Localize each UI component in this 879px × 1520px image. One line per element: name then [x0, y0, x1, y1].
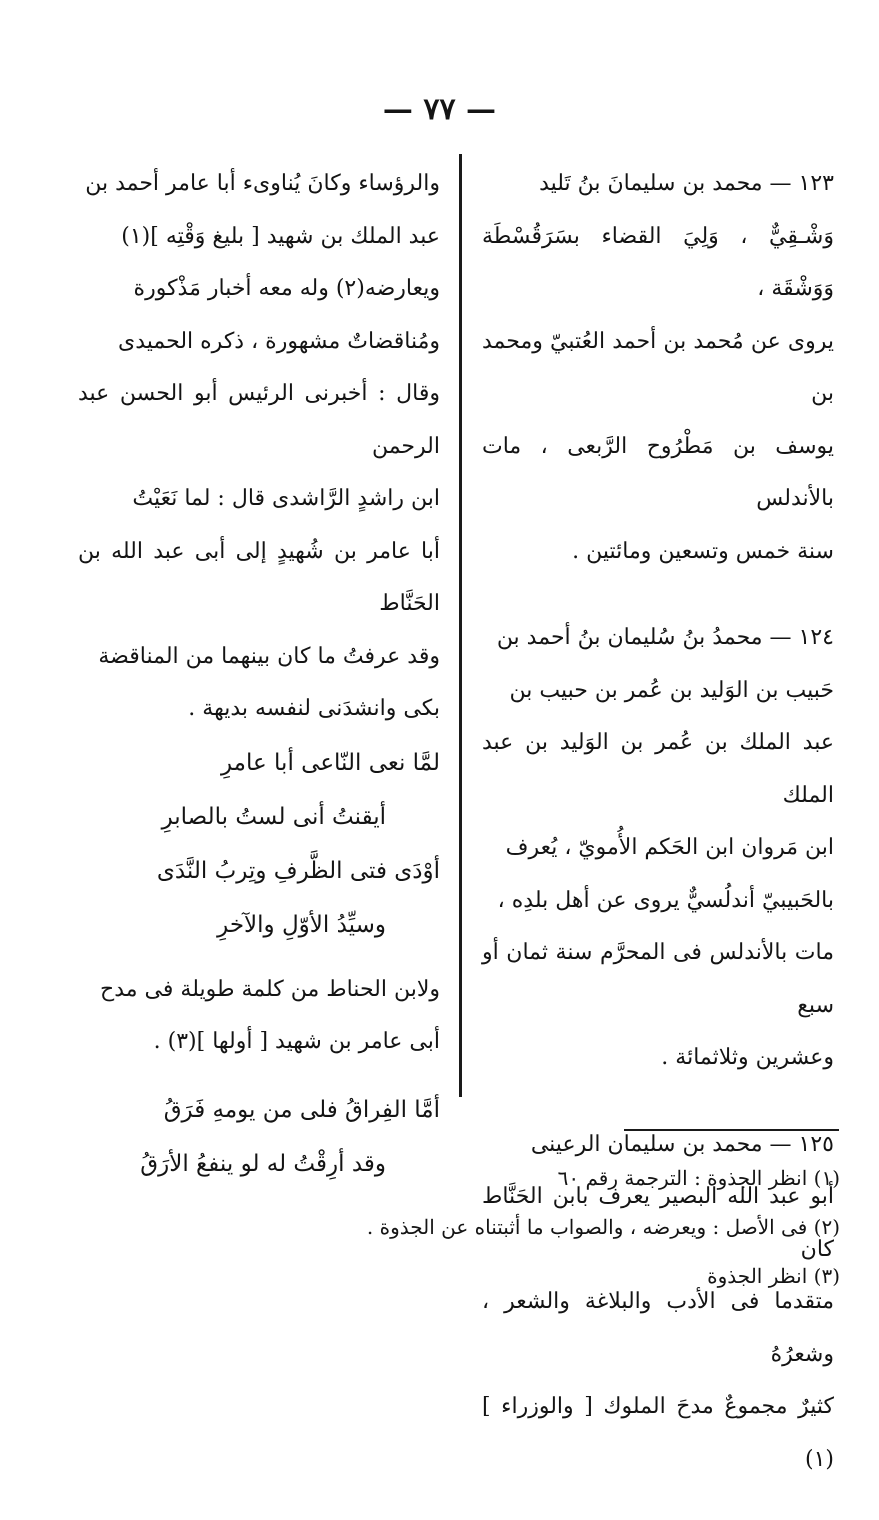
text-line: ابن راشدٍ الرَّاشدى قال : لما نَعَيْتُ	[132, 486, 440, 511]
entry-line: بالحَبيبيّ أندلُسيٌّ يروى عن أهل بلدِه ،	[497, 887, 834, 913]
verse-line: أوْدَى فتى الظَّرفِ وتِربُ النَّدَى	[156, 857, 440, 884]
verse-line: أمَّا الفِراقُ فلى من يومهِ فَرَقُ	[163, 1096, 440, 1123]
right-column	[482, 158, 834, 1520]
entry-line: ١٢٤ — محمدُ بنُ سُليمان بنُ أحمد بن	[496, 625, 834, 650]
left-column	[78, 158, 440, 1191]
text-line: بكى وانشدَنى لنفسه بديهة .	[188, 696, 440, 721]
entry-line: عبد الملك بن عُمر بن الوَليد بن عبد الملك	[482, 730, 834, 808]
intro-paragraph	[78, 964, 440, 1069]
entry-line: ١٢٣ — محمد بن سليمانَ بنُ تَليد	[539, 171, 834, 196]
entry-line: حَبيب بن الوَليد بن عُمر بن حبيب بن	[509, 677, 834, 703]
footnote-1: (١) انظر الجذوة : الترجمة رقم ٦٠	[557, 1166, 840, 1190]
footnote-separator	[624, 1129, 839, 1131]
entry-line: متقدما فى الأدب والبلاغة والشعر ، وشعرُهُ	[482, 1289, 834, 1367]
footnotes	[200, 1154, 840, 1301]
entry-line: سنة خمس وتسعين ومائتين .	[572, 538, 834, 564]
text-line: أبا عامر بن شُهيدٍ إلى أبى عبد الله بن الحَنَّاط	[78, 538, 440, 616]
text-line: والرؤساء وكانَ يُناوىء أبا عامر أحمد بن	[85, 171, 440, 196]
entry-line: ابن مَروان ابن الحَكم الأُمويّ ، يُعرف	[505, 835, 834, 860]
entry-line: كثيرٌ مجموعٌ مدحَ الملوك [ والوزراء ](١)	[482, 1394, 834, 1472]
text-line: ولابن الحناط من كلمة طويلة فى مدح	[100, 976, 440, 1002]
paragraph-block	[78, 158, 440, 736]
page-number: — ٧٧ —	[382, 92, 497, 127]
text-line: ويعارضه(٢) وله معه أخبار مَذْكورة	[133, 276, 440, 301]
text-line: أبى عامر بن شهيد [ أولها ](٣) .	[153, 1029, 440, 1054]
entry-line: وَشْـقِيٌّ ، وَلِيَ القضاء بسَرَقُسْطَة وَوَشْقَة ،	[482, 223, 834, 301]
verse-line: لمَّا نعى النّاعى أبا عامرِ	[220, 749, 440, 776]
text-line: وقال : أخبرنى الرئيس أبو الحسن عبد الرحمن	[78, 381, 440, 459]
column-divider	[459, 154, 462, 1097]
verse-line: أيقنتُ أنى لستُ بالصابرِ	[161, 803, 386, 830]
footnote-3: (٣) انظر الجذوة	[707, 1264, 840, 1288]
entry-line: مات بالأندلس فى المحرَّم سنة ثمان أو سبع	[482, 940, 834, 1018]
entry-line: ١٢٥ — محمد بن سليمان الرعينى	[530, 1131, 834, 1157]
text-line: ومُناقضاتٌ مشهورة ، ذكره الحميدى	[118, 328, 440, 354]
footnote-2: (٢) فى الأصل : ويعرضه ، والصواب ما أثبتناه عن الجذوة .	[366, 1215, 840, 1239]
text-line: عبد الملك بن شهيد [ بليغ وَقْتِه ](١)	[121, 223, 440, 249]
entry-line: وعشرين وثلاثمائة .	[661, 1045, 834, 1070]
continuation-paragraph	[78, 158, 440, 736]
biography-entry-123	[482, 158, 834, 578]
biography-entry-124	[482, 612, 834, 1085]
verse-line: وقد أرِقْتُ له لو ينفعُ الأرَقُ	[140, 1150, 386, 1177]
verse-line: وسيِّدُ الأوّلِ والآخرِ	[217, 911, 386, 938]
entry-line: أبو عبد الله البصير يعرف بابن الحَنَّاط كان	[482, 1184, 834, 1262]
poem-elegy	[78, 736, 440, 952]
entry-line: يروى عن مُحمد بن أحمد العُتبيّ ومحمد بن	[482, 328, 834, 406]
text-line: وقد عرفتُ ما كان بينهما من المناقضة	[98, 643, 440, 669]
entry-line: يوسف بن مَطْرُوح الرَّبعى ، مات بالأندلس	[482, 433, 834, 511]
